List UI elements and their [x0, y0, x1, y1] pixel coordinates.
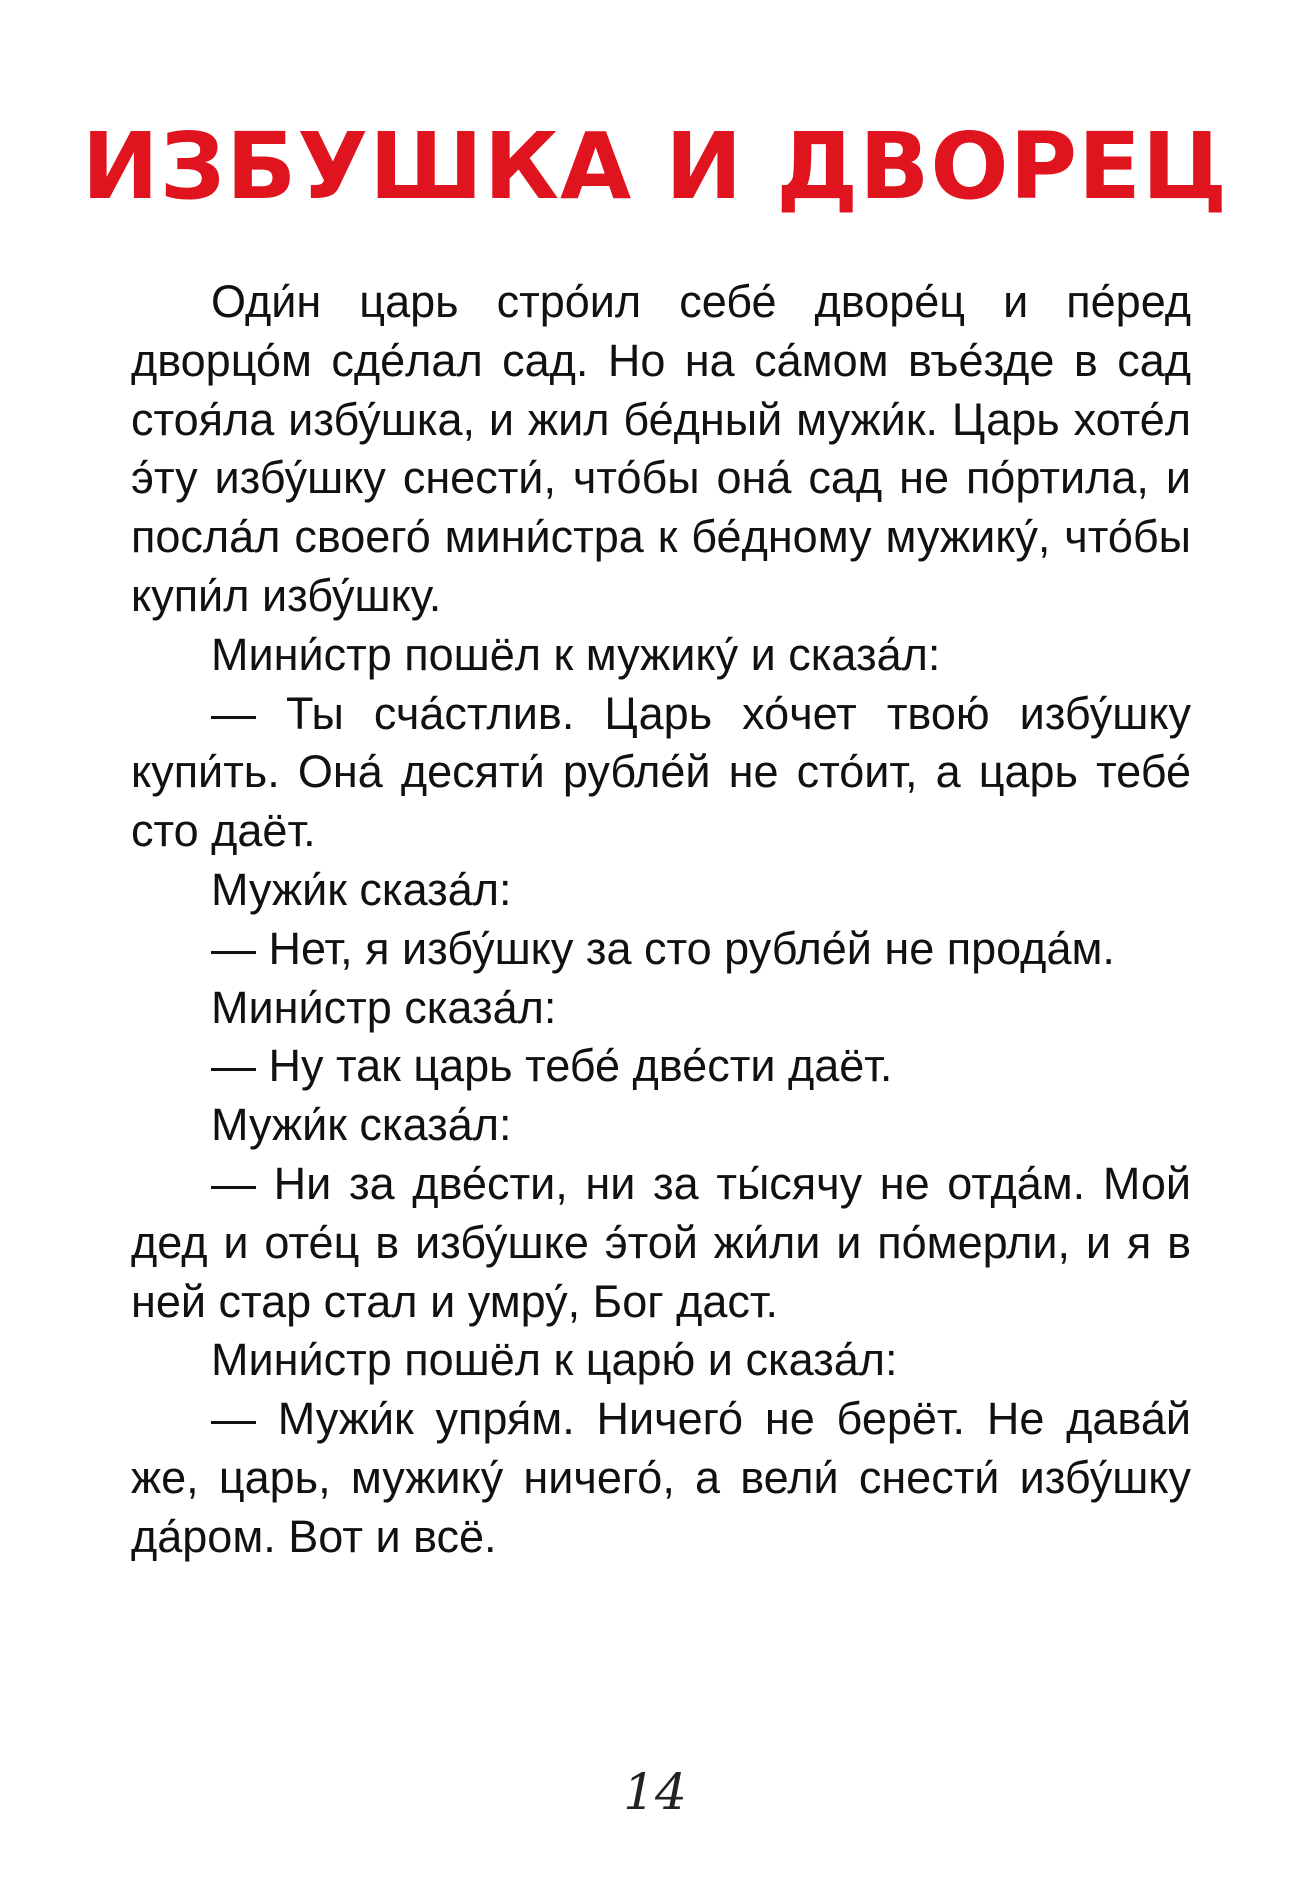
- paragraph: — Ни за две́сти, ни за ты́сячу не отда́м. Мой дед и оте́ц в избу́шке э́той жи́ли и по́мерли, и я в ней стар стал и умру́, Бог даст.: [131, 1157, 1191, 1327]
- story-title: ИЗБУШКА И ДВОРЕЦ: [81, 113, 1229, 220]
- paragraph: — Мужи́к упря́м. Ничего́ не берёт. Не дава́й же, царь, мужику́ ничего́, а вели́ снести́ избу́шку да́ром. Вот и всё.: [131, 1393, 1191, 1562]
- paragraph: Оди́н царь стро́ил себе́ дворе́ц и пе́ред дворцо́м сде́лал сад. Но на са́мом въе́зде в сад стоя́ла избу́шка, и жил бе́дный мужи́к. Царь хоте́л э́ту избу́шку снести́, что́бы она́ сад не по́ртила, и посла́л своего́ мини́стра к бе́дному мужику́, что́бы купи́л избу́шку.: [131, 276, 1191, 621]
- paragraph: — Нет, я избу́шку за сто рубле́й не прода́м.: [211, 922, 1115, 974]
- page-number: 14: [623, 1763, 687, 1821]
- paragraph: Мини́стр пошёл к мужику́ и сказа́л:: [211, 628, 941, 680]
- story-text: [131, 273, 1191, 1567]
- paragraph: Мужи́к сказа́л:: [211, 863, 512, 915]
- paragraph: Мини́стр пошёл к царю́ и сказа́л:: [211, 1334, 898, 1386]
- paragraph: Мужи́к сказа́л:: [211, 1099, 512, 1151]
- paragraph: — Ну так царь тебе́ две́сти даёт.: [211, 1040, 893, 1092]
- paragraph: Мини́стр сказа́л:: [211, 981, 557, 1033]
- paragraph: — Ты сча́стлив. Царь хо́чет твою́ избу́шку купи́ть. Она́ десяти́ рубле́й не сто́ит, а царь тебе́ сто даёт.: [131, 687, 1191, 857]
